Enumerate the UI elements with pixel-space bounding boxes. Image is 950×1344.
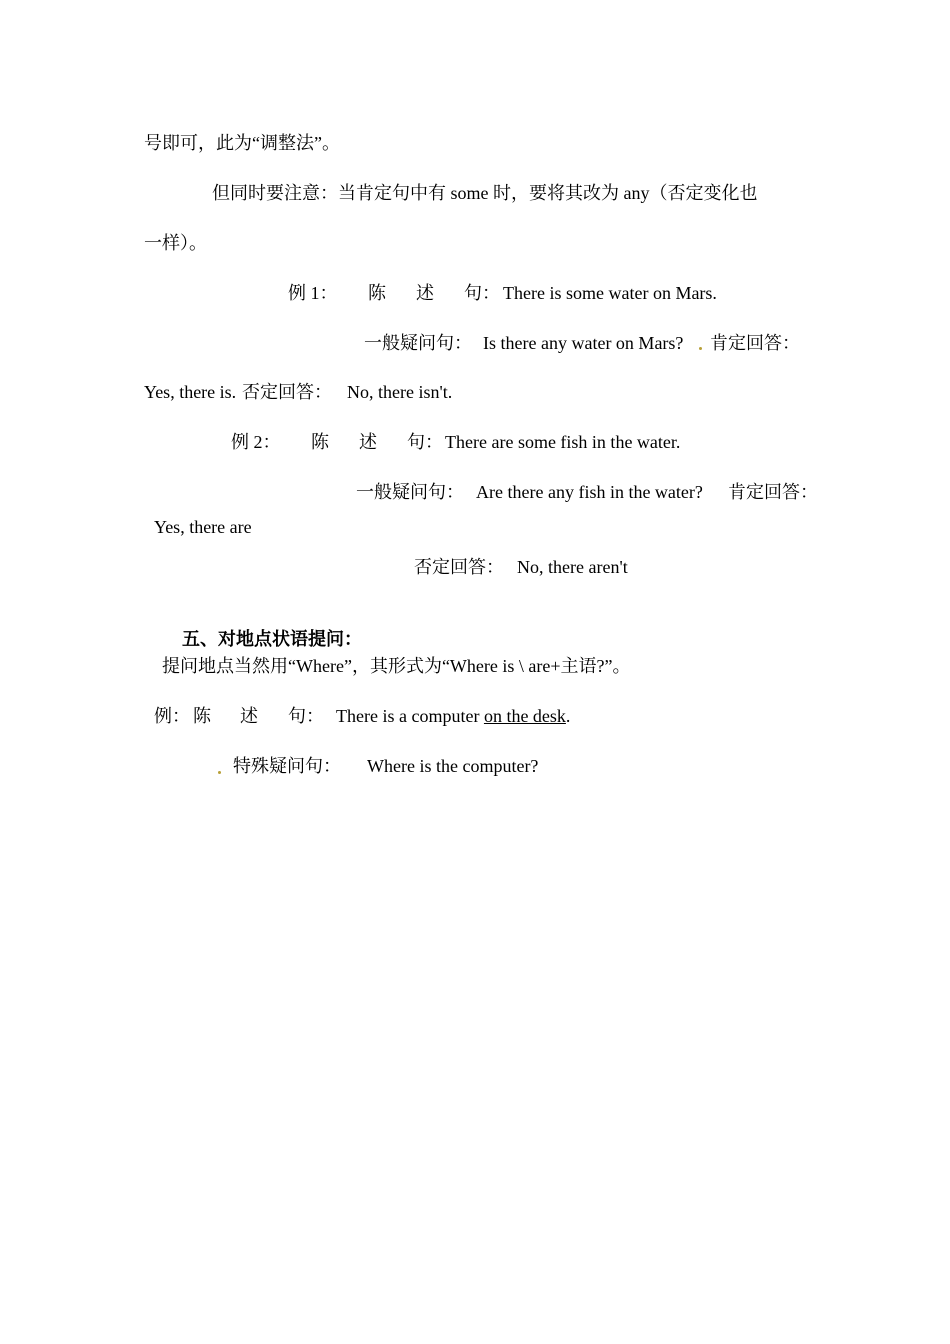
statement-label-char-3: 句： xyxy=(464,283,500,303)
statement-label-char-1: 陈 xyxy=(368,283,386,303)
example-2-question: Are there any fish in the water? xyxy=(476,482,703,502)
example-1-label: 例 1： xyxy=(288,283,338,303)
example-2-positive-label: 肯定回答： xyxy=(728,482,818,502)
section-5-question: Where is the computer? xyxy=(367,756,539,776)
statement-label-char-2: 述 xyxy=(240,706,258,726)
example-1-question-label: 一般疑问句： xyxy=(364,333,472,353)
underlined-place-phrase: on the desk xyxy=(483,706,566,726)
example-1-positive: Yes, there is. xyxy=(144,382,237,402)
stray-mark xyxy=(218,771,221,774)
statement-label-char-1: 陈 xyxy=(311,432,329,452)
statement-label-char-3: 句： xyxy=(407,432,443,452)
section-5-example-label: 例： xyxy=(154,706,190,726)
statement-label-char-2: 述 xyxy=(416,283,434,303)
note-paragraph-line2: 一样）。 xyxy=(144,233,207,253)
example-2-positive: Yes, there are xyxy=(154,517,252,537)
statement-text: There is a computer xyxy=(336,706,484,726)
statement-label-char-3: 句： xyxy=(288,706,324,726)
statement-label-char-2: 述 xyxy=(359,432,377,452)
section-5-heading-number: 五、 xyxy=(182,629,218,649)
example-2-negative: No, there aren't xyxy=(517,557,628,577)
section-5-question-label: 特殊疑问句： xyxy=(233,756,341,776)
example-1-statement: There is some water on Mars. xyxy=(503,283,717,303)
example-2-statement: There are some fish in the water. xyxy=(445,432,681,452)
example-2-question-label: 一般疑问句： xyxy=(356,482,464,502)
example-1-negative-label: 否定回答： xyxy=(242,382,332,402)
statement-label-char-1: 陈 xyxy=(193,706,211,726)
example-2-label: 例 2： xyxy=(231,432,281,452)
note-paragraph-line1: 但同时要注意：当肯定句中有 some 时，要将其改为 any（否定变化也 xyxy=(212,183,758,203)
example-1-positive-label: 肯定回答： xyxy=(710,333,800,353)
section-5-heading-text: 对地点状语提问： xyxy=(218,629,362,649)
example-1-negative: No, there isn't. xyxy=(347,382,453,402)
paragraph-continuation: 号即可，此为“调整法”。 xyxy=(144,133,340,153)
example-1-question: Is there any water on Mars? xyxy=(483,333,684,353)
section-5-intro: 提问地点当然用“Where”，其形式为“Where is \ are+主语?”。 xyxy=(162,656,631,676)
section-5-statement xyxy=(336,705,570,727)
example-2-negative-label: 否定回答： xyxy=(414,557,504,577)
statement-period: . xyxy=(565,706,571,726)
stray-mark xyxy=(699,347,702,350)
